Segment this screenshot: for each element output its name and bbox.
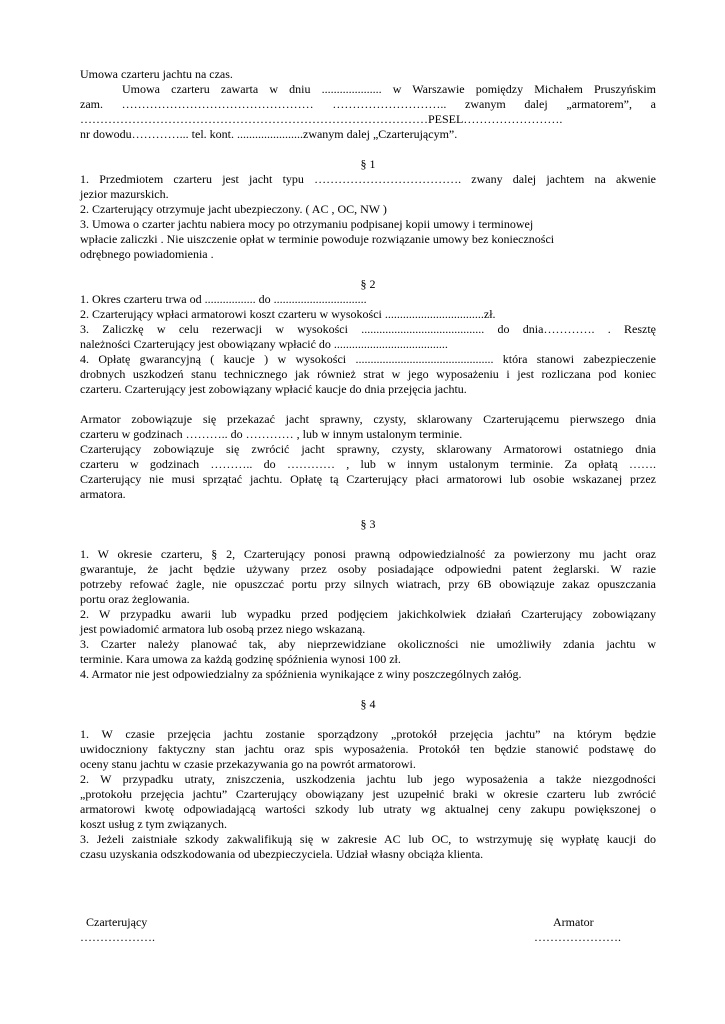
signature-label-owner: Armator	[553, 915, 594, 929]
clause-line: 2. Czarterujący wpłaci armatorowi koszt czarteru w wysokości .................................zł.	[80, 307, 496, 321]
clause-line: jezior mazurskich.	[80, 187, 169, 201]
clause-line: terminie. Kara umowa za każdą godzinę spóźnienia wynosi 100 zł.	[80, 652, 401, 666]
clause-line: Armator zobowiązuje się przekazać jacht sprawny, czysty, sklarowany Czarterującemu pierwszego dnia	[80, 412, 656, 426]
clause-line: należności Czarterujący jest obowiązany wpłacić do ......................................	[80, 337, 448, 351]
clause-line: czarteru. Czarterujący jest zobowiązany wpłacić kaucje do dnia przejęcia jachtu.	[80, 382, 467, 396]
intro-line: nr dowodu…………... tel. kont. ......................zwanym dalej „Czarterującym”.	[80, 127, 458, 141]
clause-line: portu oraz żeglowania.	[80, 592, 190, 606]
intro-line: ……………………………………………………………………………PESEL…………………….	[80, 112, 563, 126]
contract-body	[80, 67, 656, 862]
clause-line: wpłacie zaliczki . Nie uiszczenie opłat w terminie powoduje rozwiązanie umowy bez konieczności	[80, 232, 555, 246]
clause-line: potrzeby refować żagle, nie opuszczać portu przy silnych wiatrach, przy 6B obowiązuje zakaz opuszczania	[80, 577, 656, 591]
section-heading: § 2	[360, 277, 376, 291]
clause-line: drobnych uszkodzeń stanu technicznego jak również strat w jego wyposażeniu i jest rozliczana pod koniec	[80, 367, 656, 381]
clause-line: koszt usług z tym związanych.	[80, 817, 227, 831]
clause-line: 3. Umowa o czarter jachtu nabiera mocy po otrzymaniu podpisanej kopii umowy i terminowej	[80, 217, 534, 231]
clause-line: armatorowi kwotę odpowiadającą wartości szkody lub utraty wg aktualnej ceny zakupu powiększonej o	[80, 802, 656, 816]
clause-line: oceny stanu jachtu w czasie przekazywania go na powrót armatorowi.	[80, 757, 416, 771]
clause-line: czarteru w godzinach ……….. do ………… , lub w innym ustalonym terminie. Za opłatą …….	[80, 457, 656, 471]
intro-line: Umowa czarteru zawarta w dniu .................... w Warszawie pomiędzy Michałem Pruszyńskim	[122, 82, 656, 96]
clause-line: uwidoczniony faktyczny stan jachtu oraz spis wyposażenia. Protokół ten będzie stanowić podstawę do	[80, 742, 656, 756]
intro-line: zam. ………………………………………… ……………………….. zwanym dalej „armatorem”, a	[80, 97, 656, 111]
section-2	[80, 277, 656, 502]
intro-paragraph	[80, 82, 656, 142]
clause-line: 3. Zaliczkę w celu rezerwacji w wysokości ......................................... do dnia…………. . Resztę	[80, 322, 656, 336]
clause-line: 1. W okresie czarteru, § 2, Czarterujący ponosi prawną odpowiedzialność za powierzony mu jacht oraz	[80, 547, 656, 561]
section-4	[80, 697, 656, 862]
clause-line: 3. Jeżeli zaistniałe szkody zakwalifikują się w zakresie AC lub OC, to wstrzymuję się wypłatę kaucji do	[80, 832, 656, 846]
clause-line: 4. Opłatę gwarancyjną ( kaucje ) w wysokości .............................................. która stanowi zabezpieczenie	[80, 352, 656, 366]
clause-line: 1. W czasie przejęcia jachtu zostanie sporządzony „protokół przejęcia jachtu” na którym będzie	[80, 727, 656, 741]
clause-line: odrębnego powiadomienia .	[80, 247, 214, 261]
clause-line: 1. Przedmiotem czarteru jest jacht typu ………………………………. zwany dalej jachtem na akwenie	[80, 172, 656, 186]
signature-owner	[534, 915, 644, 945]
clause-line: 2. Czarterujący otrzymuje jacht ubezpieczony. ( AC , OC, NW )	[80, 202, 387, 216]
clause-line: czasu uzyskania odszkodowania od ubezpieczyciela. Udział własny obciąża klienta.	[80, 847, 484, 861]
clause-line: jest powiadomić armatora lub osobą przez niego wskazaną.	[80, 622, 366, 636]
section-1	[80, 157, 656, 262]
section-heading: § 4	[360, 697, 376, 711]
section-heading: § 3	[360, 517, 376, 531]
clause-line: 2. W przypadku utraty, zniszczenia, uszkodzenia jachtu lub jego wyposażenia a także niezgodności	[80, 772, 656, 786]
clause-line: 4. Armator nie jest odpowiedzialny za spóźnienia wynikające z winy poszczególnych załóg.	[80, 667, 522, 681]
signature-line-charterer: ……………….	[80, 930, 155, 944]
clause-line: „protokołu przejęcia jachtu” Czarterujący obowiązany jest uzupełnić braki w okresie czarteru lub zwrócić	[80, 787, 656, 801]
signature-charterer	[80, 915, 155, 945]
clause-line: Czarterujący nie musi sprzątać jachtu. Opłatę tą Czarterujący płaci armatorowi lub osobie wskazanej przez	[80, 472, 656, 486]
signature-line-owner: ………………….	[534, 930, 621, 944]
document-title: Umowa czarteru jachtu na czas.	[80, 67, 233, 81]
clause-line: czarteru w godzinach ……….. do ………… , lub w innym ustalonym terminie.	[80, 427, 463, 441]
clause-line: 3. Czarter należy planować tak, aby nieprzewidziane okoliczności nie umożliwiły zdania jachtu w	[80, 637, 656, 651]
signature-label-charterer: Czarterujący	[86, 915, 148, 929]
clause-line: 1. Okres czarteru trwa od ................. do ...............................	[80, 292, 367, 306]
section-3	[80, 517, 656, 682]
clause-line: Czarterujący zobowiązuje się zwrócić jacht sprawny, czysty, sklarowany Armatorowi ostatniego dnia	[80, 442, 656, 456]
section-heading: § 1	[360, 157, 376, 171]
clause-line: gwarantuje, że jacht będzie używany przez osoby posiadające odpowiedni patent żeglarski. W razie	[80, 562, 656, 576]
clause-line: armatora.	[80, 487, 126, 501]
clause-line: 2. W przypadku awarii lub wypadku przed podjęciem jakichkolwiek działań Czarterujący zobowiązany	[80, 607, 656, 621]
